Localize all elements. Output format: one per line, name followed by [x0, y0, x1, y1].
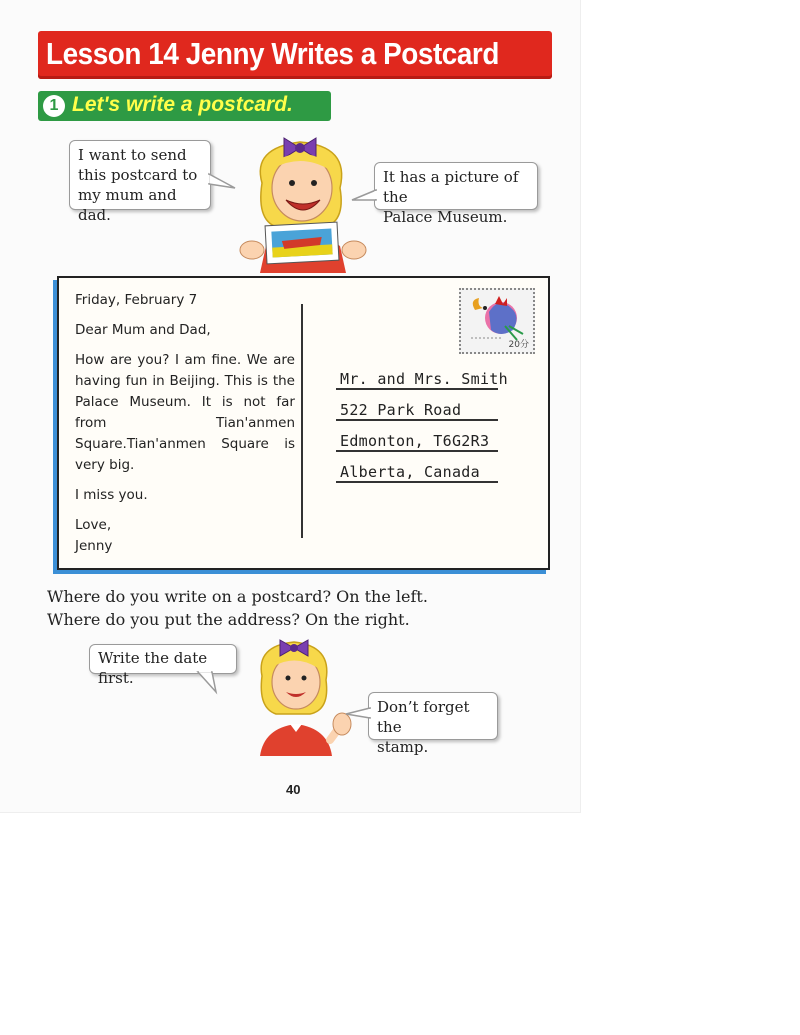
section-title: Let's write a postcard.: [72, 93, 293, 116]
postcard-signoff: Love,: [75, 517, 112, 533]
postage-stamp: [459, 288, 535, 354]
question-2: Where do you put the address? On the right.: [47, 610, 410, 629]
speech-tail-icon: [196, 672, 220, 694]
postcard-closing-line: I miss you.: [75, 487, 148, 503]
postcard-body: How are you? I am fine. We are having fun in Beijing. This is the Palace Museum. It is not far from Tian'anmen Square.Tian'anmen Square is very big.: [75, 352, 295, 473]
address-line-3: Edmonton, T6G2R3: [336, 432, 498, 452]
bubble-text: Write the date first.: [98, 649, 208, 687]
section-number-badge: 1: [43, 95, 65, 117]
bubble-text: I want to send this postcard to my mum and dad.: [78, 146, 198, 224]
speech-bubble-write-date: [89, 644, 237, 687]
page-number: 40: [286, 782, 301, 797]
girl-waving-icon: [250, 636, 356, 756]
section-header: [38, 91, 331, 121]
speech-bubble-send-postcard: [69, 140, 211, 224]
postcard-date: Friday, February 7: [75, 292, 198, 308]
speech-bubble-palace-museum: [374, 162, 538, 226]
lesson-title: Lesson 14 Jenny Writes a Postcard: [46, 36, 499, 71]
bubble-text: Don’t forget the stamp.: [377, 698, 470, 756]
postcard-signature: Jenny: [75, 538, 113, 554]
postcard-message: [75, 290, 295, 557]
speech-tail-icon: [352, 188, 376, 206]
postcard-greeting: Dear Mum and Dad,: [75, 322, 211, 338]
speech-tail-icon: [346, 706, 370, 724]
stamp-value: 20分: [508, 340, 529, 350]
question-1: Where do you write on a postcard? On the left.: [47, 587, 428, 606]
lesson-title-bar: [38, 31, 552, 79]
address-line-2: 522 Park Road: [336, 401, 498, 421]
postcard: [57, 276, 550, 570]
speech-bubble-stamp-reminder: [368, 692, 498, 756]
address-line-1: Mr. and Mrs. Smith: [336, 370, 498, 390]
bubble-text: It has a picture of the Palace Museum.: [383, 168, 519, 226]
address-line-4: Alberta, Canada: [336, 463, 498, 483]
postcard-divider: [301, 304, 303, 538]
speech-tail-icon: [209, 170, 237, 192]
